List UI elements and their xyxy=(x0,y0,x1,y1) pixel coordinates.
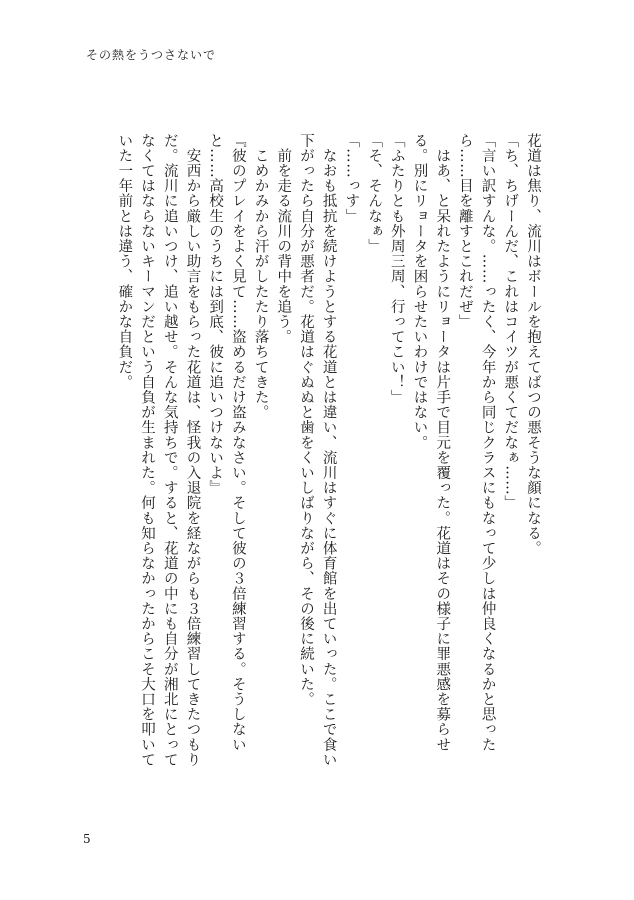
paragraph: 「……っす」 xyxy=(343,133,360,224)
paragraph: はあ、と呆れたようにリョータは片手で目元を覆った。花道はその様子に罪悪感を募らせる。別にリョータを困らせたいわけではない。 xyxy=(411,133,451,753)
paragraph: 「ち、ちげーんだ、これはコイツが悪くてだなぁ……」 xyxy=(502,133,519,511)
paragraph: こめかみから汗がしたたり落ちてきた。 xyxy=(252,133,269,420)
paragraph: 花道は焦り、流川はボールを抱えてばつの悪そうな顔になる。 xyxy=(525,133,541,556)
paragraph: 「ふたりとも外周三周、行ってこい！」 xyxy=(388,133,405,405)
running-title: その熱をうつさないで xyxy=(86,48,217,62)
paragraph: 『彼のプレイをよく見て……盗めるだけ盗みなさい。そして彼の３倍練習する。そうしないと……高校生のうちには到底、彼に追いつけないよ』 xyxy=(207,133,246,753)
paragraph: 前を走る流川の背中を追う。 xyxy=(275,133,292,345)
paragraph: 「そ、そんなぁ」 xyxy=(366,133,383,254)
paragraph: 安西から厳しい助言をもらった花道は、怪我の入退院を経ながらも３倍練習してきたつもりだ。流川に追いつけ、追い越せ。そんな気持ちで。すると、花道の中にも自分が湘北にとってなくてはならないキーマンだという自負が生まれた。何も知らなかったからこそ大口を叩いていた一年前とは違う、確かな自負だ。 xyxy=(116,133,201,768)
page-number: 5 xyxy=(83,832,91,846)
paragraph: 「言い訳すんな。……ったく、今年から同じクラスにもなって少しは仲良くなるかと思ったら……目を離すとこれだぜ」 xyxy=(456,133,496,753)
body-text xyxy=(90,133,544,773)
paragraph: なおも抵抗を続けようとする花道とは違い、流川はすぐに体育館を出ていった。ここで食い下がったら自分が悪者だ。花道はぐぬぬと歯をくいしばりながら、その後に続いた。 xyxy=(297,133,337,768)
